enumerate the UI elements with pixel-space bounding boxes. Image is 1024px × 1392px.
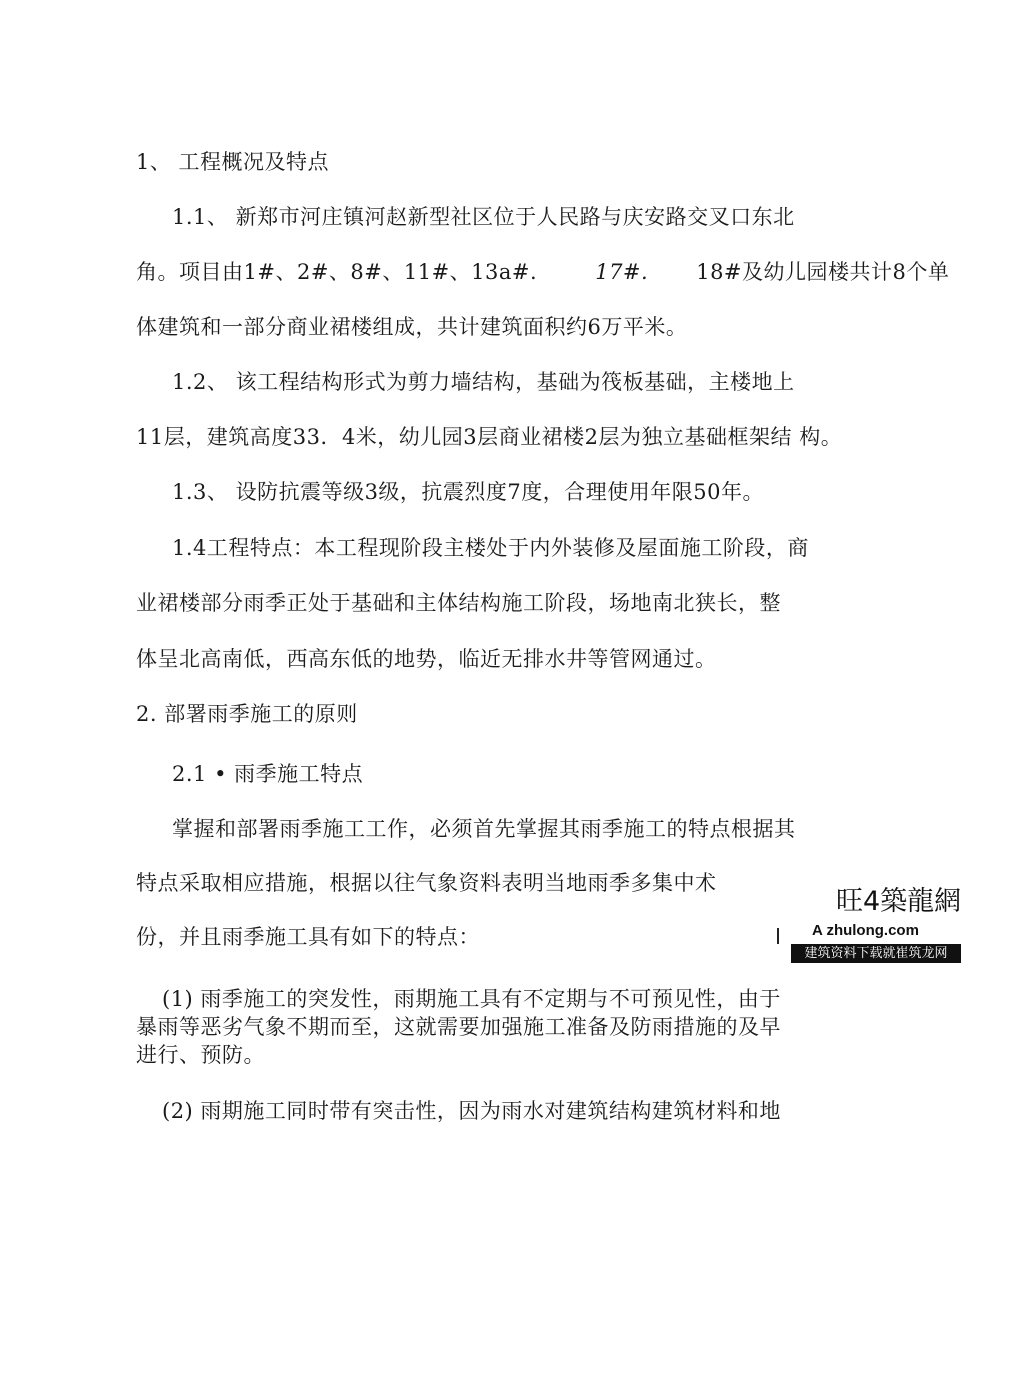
subsection-heading-2-1: 2.1 • 雨季施工特点 bbox=[172, 762, 364, 786]
paragraph-1-1-line-2-c: 18#及幼儿园楼共计8个单 bbox=[696, 260, 950, 284]
list-item-2-line-1: (2) 雨期施工同时带有突击性，因为雨水对建筑结构建筑材料和地 bbox=[162, 1099, 781, 1123]
paragraph-1-4-line-3: 体呈北高南低，西高东低的地势，临近无排水井等管网通过。 bbox=[136, 647, 717, 671]
paragraph-2-1-line-2: 特点采取相应措施，根据以往气象资料表明当地雨季多集中术 bbox=[136, 871, 717, 895]
section-heading-2: 2. 部署雨季施工的原则 bbox=[136, 702, 358, 726]
paragraph-1-1-line-2 bbox=[136, 258, 949, 286]
paragraph-1-1-line-2-b: 17#. bbox=[595, 260, 649, 284]
paragraph-2-1-line-3: 份，并且雨季施工具有如下的特点： bbox=[136, 925, 480, 949]
paragraph-2-1-line-1: 掌握和部署雨季施工工作，必须首先掌握其雨季施工的特点根据其 bbox=[172, 817, 796, 841]
watermark-logo-text: 旺4築龍網 bbox=[836, 886, 962, 917]
watermark-divider bbox=[777, 928, 779, 944]
paragraph-1-1-line-2-a: 角。项目由1#、2#、8#、11#、13a#. bbox=[136, 260, 538, 284]
watermark-url: A zhulong.com bbox=[812, 922, 919, 939]
paragraph-1-2-line-2: 11层，建筑高度33．4米，幼儿园3层商业裙楼2层为独立基础框架结 构。 bbox=[136, 425, 843, 449]
list-item-1-line-3: 进行、预防。 bbox=[136, 1043, 265, 1067]
paragraph-1-3: 1.3、 设防抗震等级3级，抗震烈度7度，合理使用年限50年。 bbox=[172, 480, 765, 504]
watermark-tagline: 建筑资料下载就崔筑龙网 bbox=[791, 944, 961, 963]
list-item-1-line-1: (1) 雨季施工的突发性，雨期施工具有不定期与不可预见性，由于 bbox=[162, 987, 781, 1011]
paragraph-1-1-line-1: 1.1、 新郑市河庄镇河赵新型社区位于人民路与庆安路交叉口东北 bbox=[172, 205, 795, 229]
paragraph-1-1-line-3: 体建筑和一部分商业裙楼组成，共计建筑面积约6万平米。 bbox=[136, 315, 688, 339]
section-heading-1: 1、 工程概况及特点 bbox=[136, 150, 330, 174]
list-item-1-line-2: 暴雨等恶劣气象不期而至，这就需要加强施工准备及防雨措施的及早 bbox=[136, 1015, 781, 1039]
paragraph-1-4-line-1: 1.4工程特点：本工程现阶段主楼处于内外装修及屋面施工阶段，商 bbox=[172, 536, 809, 560]
paragraph-1-4-line-2: 业裙楼部分雨季正处于基础和主体结构施工阶段，场地南北狭长，整 bbox=[136, 591, 781, 615]
paragraph-1-2-line-1: 1.2、 该工程结构形式为剪力墙结构，基础为筏板基础，主楼地上 bbox=[172, 370, 795, 394]
